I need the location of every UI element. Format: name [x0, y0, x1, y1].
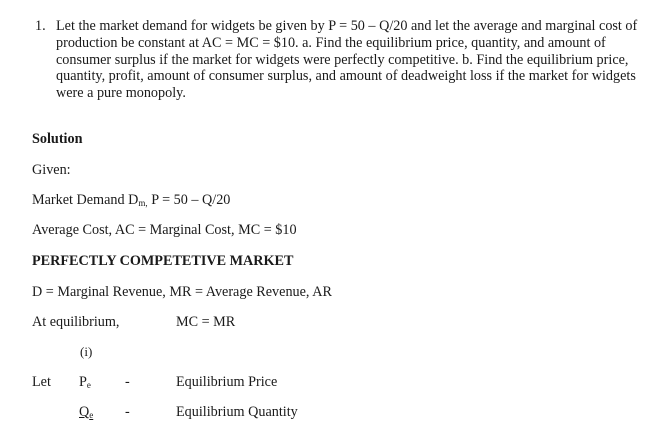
let-label: Let [32, 374, 51, 390]
question-block [35, 18, 660, 102]
qe-description: Equilibrium Quantity [176, 404, 298, 420]
qe-symbol [79, 404, 93, 421]
demand-equation: P = 50 – Q/20 [147, 192, 231, 208]
solution-heading: Solution [32, 131, 83, 147]
qe-dash: - [125, 404, 130, 420]
pe-description: Equilibrium Price [176, 374, 278, 390]
pe-subscript: e [86, 380, 91, 390]
question-text: Let the market demand for widgets be given by P = 50 – Q/20 and let the average and marginal cost of production be constant at AC = MC = $10. a. Find the equilibrium price, quantity, and amount of consumer surplus if the market for widgets were perfectly competitive. b. Find the equilibrium price, quantity, profit, amount of consumer surplus, and amount of deadweight loss if the market for widgets were a pure monopoly. [56, 18, 638, 102]
revenue-line: D = Marginal Revenue, MR = Average Revenue, AR [32, 284, 332, 300]
qe-letter: Q [79, 404, 90, 420]
item-number: (i) [80, 344, 93, 359]
pe-symbol [79, 374, 91, 391]
section-heading: PERFECTLY COMPETETIVE MARKET [32, 253, 294, 269]
market-demand-line [32, 192, 230, 209]
equilibrium-label: At equilibrium, [32, 314, 120, 330]
qe-subscript: e [89, 410, 94, 420]
demand-label: Market Demand D [32, 192, 139, 208]
given-label: Given: [32, 162, 71, 178]
demand-subscript: m, [138, 198, 148, 208]
equilibrium-equation: MC = MR [176, 314, 236, 330]
pe-dash: - [125, 374, 130, 390]
question-number: 1. [35, 18, 46, 34]
pe-letter: P [79, 374, 87, 390]
cost-line: Average Cost, AC = Marginal Cost, MC = $10 [32, 222, 297, 238]
